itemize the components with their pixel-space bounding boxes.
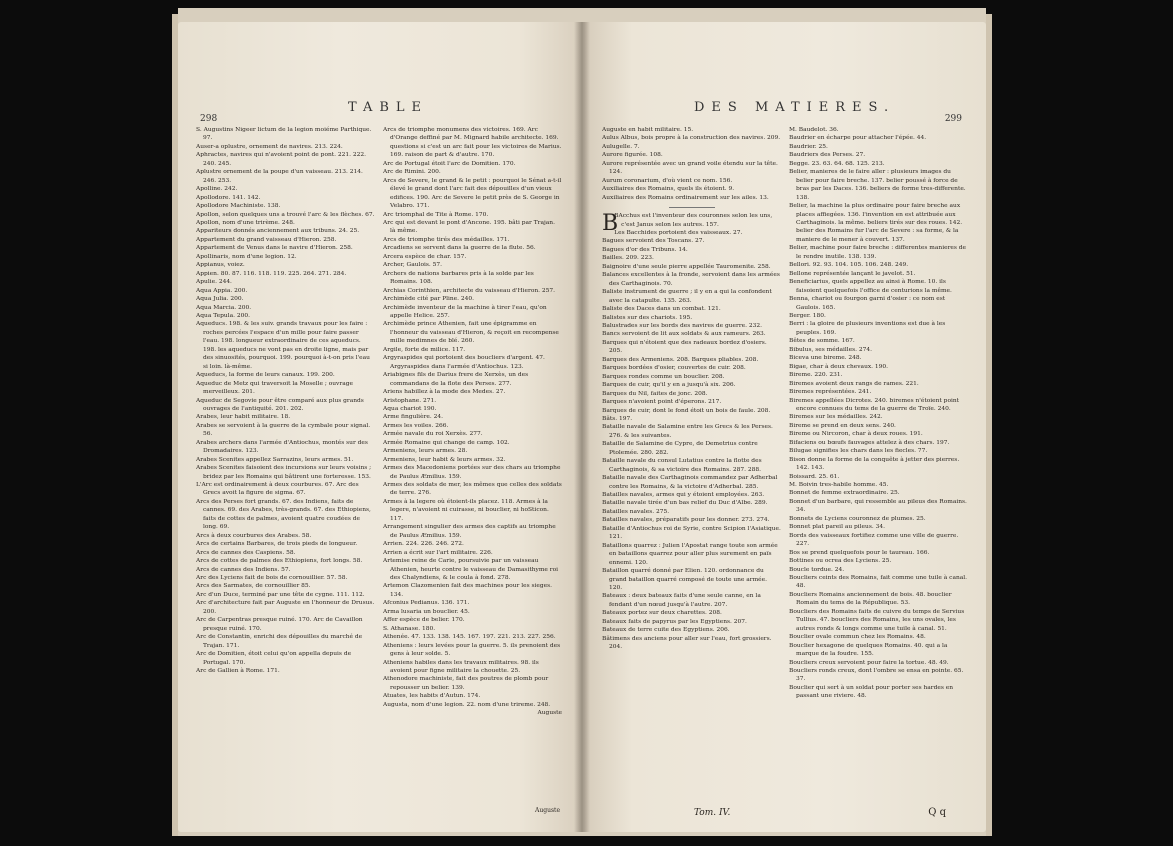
index-entry: Arcs de certains Barbares, de trois pieds de longueur. [196, 541, 358, 548]
index-entry: Archers de nations barbares pris à la solde par les Romains. 108. [383, 270, 534, 286]
index-entry: Apolline. 242. [196, 186, 238, 193]
book-gutter [574, 22, 590, 832]
index-entry: Archer, Gaulois. 57. [383, 262, 443, 269]
index-entry: Boucle tordue. 24. [789, 566, 845, 573]
index-entry: Bagues servoient des Toscans. 27. [602, 238, 705, 245]
right-page-columns [602, 126, 968, 802]
index-entry: Bos se prend quelquefois pour le taureau. 166. [789, 549, 930, 556]
index-entry: Arabes Scenites faisoient des incursions sur leurs voisins ; bridez par les Romains qui bâtirent une forteresse. 153. [196, 465, 372, 480]
index-entry: Argile, forte de milice. 117. [383, 346, 466, 353]
index-entry: Belier, manieres de le faire aller : plusieurs images du belier pour faire breche. 137. belier poussé à force de bras par les Daces. 136. beliers de forme tres-differente. 138. [789, 169, 966, 201]
index-entry: Arcs de cannes des Caspiens. 58. [196, 549, 296, 556]
index-entry: Bottines ou ocrea des Lyciens. 25. [789, 558, 892, 565]
index-entry: Biceva une bireme. 248. [789, 355, 862, 362]
index-entry: Arc triomphal de Tite à Rome. 170. [383, 211, 489, 218]
index-entry: Barques de cuir, qu'il y en a jusqu'à six. 206. [602, 382, 736, 389]
index-entry: Bailles. 209. 223. [602, 255, 654, 262]
index-entry: Bateaux : deux bateaux faits d'une seule canne, en la fendant d'un nœud jusqu'à l'autre. 207. [602, 593, 761, 608]
index-entry: M. Baudelot. 36. [789, 127, 839, 133]
signature-mark: Q q [928, 807, 946, 818]
index-entry: Bonnet d'un barbare, qui ressemble au pileus des Romains. 34. [789, 498, 967, 514]
right-page [584, 22, 986, 832]
index-entry: Aqua Appia. 200. [196, 287, 248, 294]
index-entry: Bifaciens ou bœufs fauvages attelez à des chars. 197. [789, 439, 950, 446]
index-entry: Appartement de Venus dans le navire d'Hieron. 258. [196, 245, 353, 252]
index-entry: Baliste des Daces dans un combat. 121. [602, 306, 721, 313]
index-entry: Bataille d'Antiochus roi de Syrie, contre Scipion l'Asiatique. 121. [602, 525, 781, 541]
index-entry: Arabes se servoient à la guerre de la cymbale pour signal. 56. [196, 422, 371, 438]
left-running-head: TABLE [348, 100, 429, 115]
index-entry: Armeniens, leur habit & leurs armes. 32. [383, 456, 506, 463]
index-entry: Begge. 23. 63. 64. 68. 125. 213. [789, 160, 885, 167]
index-entry: Armes les voiles. 266. [383, 422, 449, 429]
index-entry: Barques n'avoient point d'éperons. 217. [602, 399, 722, 406]
index-entry: Bataille de Salamine de Cypre, de Demetrius contre Ptolemée. 280. 282. [602, 441, 758, 456]
index-entry: Apollinaris, nom d'une legion. 12. [196, 253, 297, 260]
index-entry: Athenodore machiniste, fait des poutres de plomb pour repousser un belier. 139. [383, 676, 549, 691]
index-entry: Benna, chariot ou fourgon garni d'osier : ce nom est Gaulois. 165. [789, 296, 946, 311]
index-entry: Appartement du grand vaisseau d'Hieron. 258. [196, 236, 337, 243]
index-entry: Arma lusaria un bouclier. 45. [383, 608, 470, 615]
index-entry: L'Arc est ordinairement à deux courbures. 67. Arc des Grecs avoit la figure de sigma. 67. [196, 482, 359, 497]
index-entry: Bison donne la forme de la conquête à jetter des pierres. 142. 143. [789, 456, 960, 472]
index-entry: Aphractes, navires qui n'avoient point de pont. 221. 222. 240. 245. [196, 152, 366, 167]
index-entry: Batailles navales, préparatifs pour les donner. 273. 274. [602, 517, 770, 524]
index-entry: Baignoire d'une seule pierre appellée Tauromenite. 258. [602, 263, 771, 270]
index-entry: BAcchus est l'inventeur des couronnes selon les uns, c'est Janus selon les autres. 157. [614, 213, 773, 228]
index-entry: Barques qui n'étoient que des radeaux bordez d'osiers. 205. [602, 339, 767, 355]
index-entry: Bataille navale des Carthaginois commandez par Adherbal contre les Romains, & la victoire d'Adherbal. 285. [602, 475, 778, 490]
index-entry: Aulugelle. 7. [602, 143, 640, 150]
index-entry: Armeniens, leurs armes. 28. [383, 448, 468, 455]
index-entry: Arc d'architecture fait par Auguste en l'honneur de Drusus. 200. [196, 600, 375, 615]
index-entry: Arc des Lyciens fait de bois de cornouillier. 57. 58. [196, 575, 348, 582]
index-entry: Archimède inventeur de la machine à tirer l'eau, qu'on appelle Helice. 257. [383, 304, 547, 319]
index-entry: Ariens habillez à la mode des Medes. 27. [383, 389, 506, 396]
right-running-head: DES MATIERES. [694, 100, 896, 115]
index-entry: Bâts. 197. [602, 415, 633, 422]
index-entry: Auxiliaires des Romains ordinairement sur les ailes. 13. [602, 194, 769, 201]
index-entry: Aqua chariot 190. [383, 405, 437, 412]
index-entry: Bigae, char à deux chevaux. 190. [789, 363, 889, 370]
index-entry: Aulus Albus, bois propre à la construction des navires. 209. [602, 135, 781, 142]
index-entry: Arabes Scenites appellez Sarrazins, leurs armes. 51. [196, 456, 354, 463]
index-entry: Arcs de triomphe tirés des médailles. 171. [383, 236, 510, 243]
left-page [178, 22, 580, 832]
index-entry: Bellori. 92. 93. 104. 105. 106. 248. 249. [789, 262, 909, 269]
open-book [178, 8, 986, 836]
left-column-2 [383, 126, 562, 802]
index-entry: Bibulus, ses médailles. 274. [789, 346, 873, 353]
index-entry: Athenée. 47. 133. 138. 145. 167. 197. 221. 213. 227. 256. [383, 634, 556, 641]
index-entry: Arcera espèce de char. 157. [383, 253, 467, 260]
left-page-columns [196, 126, 562, 802]
index-entry: Atuates, les habits d'Autun. 174. [383, 693, 481, 700]
index-entry: Arcs de Severe, le grand & le petit : pourquoi le Sénat a-t-il élevé le grand dont l'arc fait des dépouilles d'un vieux edifices. 190. Arc de Severe le petit près de S. George in Velabro. 171. [383, 177, 562, 210]
index-entry: Argyraspides qui portoient des boucliers d'argent. 47. Argyraspides dans l'armée d'Antiochus. 123. [383, 355, 545, 370]
index-entry: Archias Corinthien, architecte du vaisseau d'Hieron. 257. [383, 287, 556, 294]
index-entry: Barques rondes comme un bouclier. 208. [602, 373, 725, 380]
index-entry: Arcs des Perses fort grands. 67. des Indiens, faits de cannes. 69. des Arabes, très-grands. 67. des Ethiopiens, faits de cottes de palmes, avoient quatre coudées de long. 69. [196, 498, 371, 531]
index-entry: Arc qui est devant le pont d'Ancone. 195. bâti par Trajan. là même. [383, 219, 555, 235]
index-entry: Aqueduc de Metz qui traversoit la Moselle ; ouvrage merveilleux. 201. [196, 380, 353, 396]
index-entry: Aurore représentée avec un grand voile étendu sur la tête. 124. [602, 160, 778, 176]
index-entry: Arc d'un Duce, terminé par une tête de cygne. 111. 112. [196, 591, 365, 598]
index-entry: Biremes représentées. 241. [789, 389, 872, 396]
index-entry: Baliste instrument de guerre ; il y en a qui la confondent avec la catapulte. 135. 263. [602, 289, 772, 304]
index-entry: Arcs à deux courbures des Arabes. 58. [196, 532, 312, 539]
index-entry: Armes des soldats de mer, les mêmes que celles des soldats de terre. 276. [383, 482, 562, 497]
index-entry: S. Augustins Nigeer lictum de la legion moiéme Parthique. 97. [196, 127, 372, 142]
index-entry: Boucliers Romains anciennement de bois. 48. bouclier Romain du tems de la République. 53. [789, 591, 952, 607]
index-entry: Bireme ou Nircoron, char à deux roues. 191. [789, 431, 923, 438]
index-entry: Bonnet de femme extraordinaire. 25. [789, 490, 900, 497]
index-entry: Barques bordées d'osier, couvertes de cuir. 208. [602, 365, 746, 372]
index-entry: Arcs de triomphe monumens des victoires. 169. Arc d'Orange deffiné par M. Mignard habile architecte. 169. questions si c'est un arc fait pour les victoires de Marius. 169. raison de part & d'autre. 170. [383, 127, 562, 159]
index-entry: Boucliers des Romains faits de cuivre du temps de Servius Tullius. 47. boucliers des Romains, les uns ovales, les autres ronds & longs comme une tuile à canal. 51. [789, 608, 965, 632]
index-entry: Bâtimens des anciens pour aller sur l'eau, fort grossiers. 204. [602, 635, 772, 651]
index-entry: Arcs de cannes des Indiens. 57. [196, 566, 291, 573]
index-entry: Armée Romaine qui change de camp. 102. [383, 439, 510, 446]
index-entry: Biremes sur les médailles. 242. [789, 414, 883, 421]
index-entry: Apollodore. 141. 142. [196, 194, 261, 201]
index-entry: Boucliers ronds creux, dont l'ombre se ensa en pointe. 65. 37. [789, 668, 964, 683]
index-entry: Aqueduc de Segovie pour être comparé aux plus grands ouvrages de l'antiquité. 201. 202. [196, 397, 364, 412]
index-entry: Apollon, nom d'une trirème. 248. [196, 219, 295, 226]
index-entry: M. Boivin tres-habile homme. 45. [789, 482, 889, 489]
index-entry: Berger. 180. [789, 312, 826, 319]
index-entry: Boissard. 25. 61. [789, 473, 840, 480]
index-entry: Bêtes de somme. 167. [789, 338, 855, 345]
index-entry: Belier, la machine la plus ordinaire pour faire breche aux places affiegées. 136. l'invention en est attribuée aux Carthaginois. la même. beliers tirés sur des roues. 142. belier des Romains fur l'arc de Severe : sa forme, & la maniere de le mener à couvert. 137. [789, 203, 963, 243]
index-entry: Bataillon quarré donné par Elien. 120. ordonnance du grand bataillon quarré composé de toute une armée. 120. [602, 568, 768, 592]
index-entry: Berri : la gloire de plusieurs inventions est due à les peuples. 169. [789, 321, 946, 336]
index-entry: Archimède prince Athenien, fait une épigramme en l'honneur du vaisseau d'Hieron, & reçoit en recompense mille medimnes de blé. 260. [383, 321, 559, 345]
index-entry: Appariteurs donnés anciennement aux tribuns. 24. 25. [196, 228, 360, 235]
index-entry: Augusta, nom d'une legion. 22. nom d'une trireme. 248. [383, 701, 551, 708]
index-entry: Bateaux de terre cuite des Egyptiens. 206. [602, 627, 730, 634]
index-entry: Aqua Marcia. 200. [196, 304, 252, 311]
index-entry: Bords des vaisseaux fortifiez comme une ville de guerre. 227. [789, 532, 959, 548]
index-entry: Bellone représentée lançant le javelot. 51. [789, 270, 916, 277]
section-rule [669, 207, 715, 208]
index-entry: Arrangement singulier des armes des captifs au triomphe de Paulus Æmilius. 159. [383, 524, 556, 539]
right-column-1 [602, 126, 781, 802]
index-entry: Bagues d'or des Tribuns. 14. [602, 246, 688, 253]
index-entry: Atheniens habiles dans les travaux militaires. 98. ils avoient pour figne militaire la chouette. 25. [383, 659, 539, 674]
index-entry: Baudrier. 25. [789, 143, 828, 150]
index-entry: Artemise reine de Carie, poursuivie par un vaisseau Athenien, heurte contre le vaisseau de Damasithyme roi des Chalyndiens, & le coula à fond. 278. [383, 558, 559, 582]
index-entry: Bireme se prend en deux sens. 240. [789, 422, 896, 429]
index-entry: Affer espèce de belier. 170. [383, 617, 465, 624]
index-entry: Barques des Armeniens. 208. Barques pliables. 208. [602, 356, 759, 363]
index-entry: Ariabignes fils de Darius frere de Xerxès, un des commandans de la flote des Perses. 277. [383, 372, 529, 387]
index-entry: Barques de cuir, dont le fond étoit un bois de faule. 208. [602, 407, 771, 414]
index-entry: Arcs de cottes de palmes des Ethiopiens, fort longs. 58. [196, 558, 363, 565]
index-entry: Auser-a oplustre, ornement de navires. 213. 224. [196, 143, 343, 150]
index-entry: Aristophane. 271. [383, 397, 437, 404]
index-entry: Bateaux portez sur deux charettes. 208. [602, 610, 722, 617]
left-page-number: 298 [200, 114, 218, 124]
left-column-1 [196, 126, 375, 802]
index-entry: Bonnets de Lyciens couronnez de plumes. 25. [789, 515, 926, 522]
index-entry: Apollon, selon quelques uns a trouvé l'arc & les flèches. 67. [196, 211, 375, 218]
index-entry: Belier, machine pour faire breche : differentes manieres de le rendre inutile. 138. 139. [789, 245, 967, 260]
index-entry: Bireme. 220. 231. [789, 372, 843, 379]
index-entry: Appianus, voiez. [196, 262, 245, 269]
index-entry: Armes des Macedoniens portées sur des chars au triomphe de Paulus Æmilius. 159. [383, 465, 561, 480]
left-catchword: Auguste [535, 807, 560, 814]
index-entry: Aurum coronarium, d'où vient ce nom. 156. [602, 177, 733, 184]
index-entry: Bataille navale tirée d'un bas relief du Duc d'Albe. 289. [602, 500, 768, 507]
index-entry: Boucliers creux servoient pour faire la tortue. 48. 49. [789, 659, 949, 666]
index-entry: Biremes avoient deux rangs de rames. 221. [789, 380, 919, 387]
index-entry: Atheniens : leurs levées pour la guerre. 5. ils prenoient des gens à leur solde. 5. [383, 642, 561, 658]
right-page-edge [986, 14, 992, 836]
index-entry: Arc de Portugal étoit l'arc de Domitien. 170. [383, 160, 516, 167]
index-entry: Aplustre ornement de la poupe d'un vaisseau. 213. 214. 246. 253. [196, 169, 363, 184]
index-entry: Bilugae signifies les chars dans les fiecles. 77. [789, 448, 928, 455]
index-entry: Bateaux faits de papyrus par les Egyptiens. 207. [602, 618, 747, 625]
index-entry: Auguste en habit militaire. 15. [602, 127, 694, 133]
section-letter: B [602, 211, 619, 237]
index-entry: Arc de Domitien, étoit celui qu'on appella depuis de Portugal. 170. [196, 651, 352, 666]
index-entry: Afconius Pedianus. 136. 171. [383, 600, 470, 607]
index-entry: Balustrades sur les bords des navires de guerre. 232. [602, 322, 762, 329]
index-entry: Arabes, leur habit militaire. 18. [196, 414, 291, 421]
index-entry: Biremes appellées Dicrotes. 240. biremes n'étoient point encore connues du tems de la guerre de Troïe. 240. [789, 397, 960, 412]
index-entry: Auxiliaires des Romains, quels ils étoient. 9. [602, 186, 735, 193]
index-entry: Appien. 80. 87. 116. 118. 119. 225. 264. 271. 284. [196, 270, 347, 277]
volume-mark: Tom. IV. [694, 808, 731, 818]
index-entry: Aqueducs. 198. & les suiv. grands travaux pour les faire : roches percées l'espace d'un mille pour faire passer l'eau. 198. longueur extraordinaire de ces aqueducs. 198. les aqueducs ne vont pas en droite ligne, mais par des sinuosités, pourquoi. 199. pourquoi à-t-on pris l'eau si loin. là-même. [196, 321, 370, 370]
index-entry: Arabes archers dans l'armée d'Antiochus, montés sur des Dromadaires. 123. [196, 439, 368, 455]
index-entry: Boucliers ceints des Romains, fait comme une tuile à canal. 48. [789, 575, 968, 590]
index-entry: Apulie. 244. [196, 279, 232, 286]
index-entry: Balistes sur des chariots. 195. [602, 314, 693, 321]
index-entry: Arrien. 224. 226. 246. 272. [383, 541, 464, 548]
right-column-2 [789, 126, 968, 802]
index-entry: Aqueducs, la forme de leurs canaux. 199. 200. [196, 372, 335, 379]
index-entry: Aqua Julia. 200. [196, 296, 244, 303]
index-entry: Aurore figurée. 108. [602, 152, 663, 159]
index-entry: Arcadiens se servent dans la guerre de la flute. 56. [383, 245, 536, 252]
index-entry: Baudriers des Perses. 27. [789, 152, 866, 159]
index-entry: Armes à la legere où étoient-ils placez. 118. Armes à la legere, n'avoient ni cuirasse, ni bouclier, ni hoSticon. 117. [383, 498, 549, 522]
index-entry: Batailles navales, armes qui y étoient employées. 263. [602, 492, 765, 499]
index-entry: Bataillons quarrez : Julien l'Apostat range toute son armée en bataillons quarrez pour aller plus surement en païs ennemi. 120. [602, 542, 778, 566]
index-entry: Balances excellentes à la fronde, servoient dans les armées des Carthaginois. 70. [602, 272, 780, 287]
index-entry: Barques du Nil, faites de jonc. 208. [602, 390, 708, 397]
index-entry: Bancs servoient de lit aux soldats & aux rameurs. 263. [602, 331, 766, 338]
index-entry: Bouclier hexagone de quelques Romains. 40. qui a la marque de la foudre. 155. [789, 642, 948, 658]
index-entry: Bouclier ovale commun chez les Romains. 48. [789, 634, 926, 641]
index-entry: Arrien a écrit sur l'art militaire. 226. [383, 549, 493, 556]
index-entry: S. Athanase. 180. [383, 625, 436, 632]
index-entry: Bataille navale du consul Lutatius contre la flotte des Carthaginois, & sa victoire des Romains. 287. 288. [602, 458, 762, 473]
index-entry: Aqua Tepula. 200. [196, 312, 250, 319]
right-page-number: 299 [944, 114, 962, 124]
index-entry: Beneficiarius, quels appellez au ainsi à Rome. 10. ils faisoient quelquefois l'office de centurions la même. [789, 279, 952, 294]
index-entry: Apollodore Machiniste. 138. [196, 203, 281, 210]
index-entry: Baudrier en écharpe pour attacher l'épée. 44. [789, 135, 927, 142]
index-entry: Batailles navales. 275. [602, 508, 670, 515]
index-entry: Bonnet plat pareil au pileus. 34. [789, 524, 885, 531]
index-entry: Arc de Rimini. 200. [383, 169, 441, 176]
index-entry: Arcs des Sarmates, de cornouillier 85. [196, 583, 311, 590]
index-entry: Armée navale du roi Xerxès. 277. [383, 431, 483, 438]
index-entry: Archimède cité par Pline. 240. [383, 296, 474, 303]
index-entry: Arc de Carpentras presque ruiné. 170. Arc de Cavaillon presque ruiné. 170. [196, 617, 363, 632]
index-entry: Les Bacchides portoient des vaisseaux. 27. [614, 229, 743, 236]
index-entry: Bouclier qui sert à un soldat pour porter ses hardes en passant une riviere. 48. [789, 684, 954, 700]
index-entry: Arc de Constantin, enrichi des dépouilles du marché de Trajan. 171. [196, 634, 363, 649]
column-catchword: Auguste [537, 710, 562, 717]
index-entry: Arme fingulière. 24. [383, 414, 443, 421]
index-entry: Artemon Clazomenien fait des machines pour les sieges. 134. [383, 583, 553, 598]
index-entry: Arc de Gallien à Rome. 171. [196, 668, 280, 674]
index-entry: Bataille navale de Salamine entre les Grecs & les Perses. 276. & les suivantes. [602, 424, 773, 439]
